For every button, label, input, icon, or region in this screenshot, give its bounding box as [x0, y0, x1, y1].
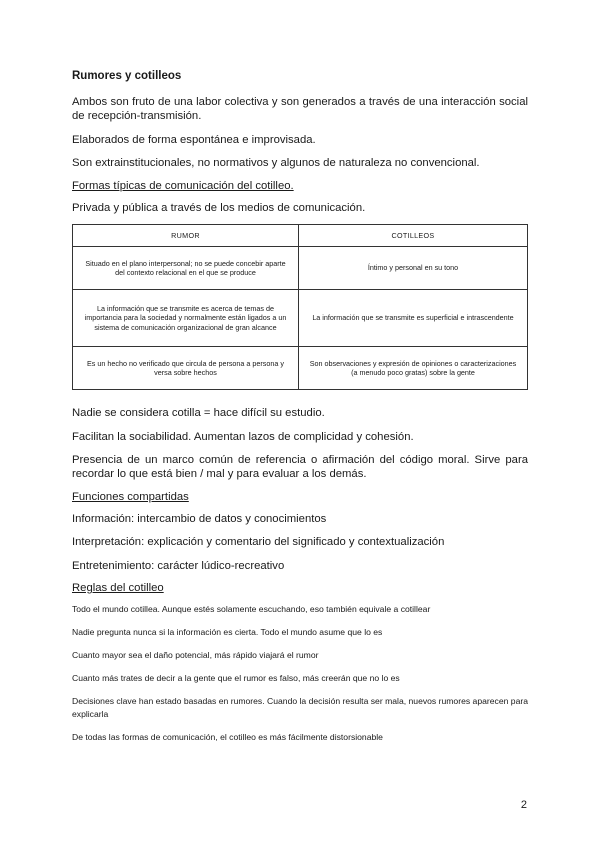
page-number: 2	[520, 799, 527, 811]
function-item: Información: intercambio de datos y conocimientos	[72, 512, 327, 525]
rule-item: Nadie pregunta nunca si la información es cierta. Todo el mundo asume que lo es	[72, 627, 383, 637]
table-cell: Situado en el plano interpersonal; no se puede concebir aparte del contexto relacional en el que se produce	[73, 247, 299, 290]
table-header-row	[73, 225, 528, 247]
function-item: Entretenimiento: carácter lúdico-recreativo	[72, 559, 285, 572]
table-row	[73, 247, 528, 290]
table-row	[73, 290, 528, 347]
note-paragraph: Facilitan la sociabilidad. Aumentan lazos de complicidad y cohesión.	[72, 430, 414, 443]
rule-item: De todas las formas de comunicación, el cotilleo es más fácilmente distorsionable	[72, 732, 383, 742]
table-row	[73, 347, 528, 390]
table-cell: Íntimo y personal en su tono	[299, 247, 528, 290]
comparison-table	[72, 224, 528, 390]
forms-text: Privada y pública a través de los medios de comunicación.	[72, 201, 366, 214]
intro-paragraph: Son extrainstitucionales, no normativos y algunos de naturaleza no convencional.	[72, 157, 480, 169]
table-header-rumor: RUMOR	[73, 225, 299, 247]
forms-heading: Formas típicas de comunicación del cotilleo.	[72, 179, 294, 192]
table-cell: Son observaciones y expresión de opiniones o caracterizaciones (a menudo poco gratas) sobre la gente	[299, 347, 528, 390]
page-content	[72, 70, 528, 754]
rule-item: Cuanto mayor sea el daño potencial, más rápido viajará el rumor	[72, 650, 319, 660]
section-title: Rumores y cotilleos	[72, 70, 182, 82]
intro-paragraph: Elaborados de forma espontánea e improvisada.	[72, 133, 316, 146]
table-cell: La información que se transmite es acerca de temas de importancia para la sociedad y normalmente están ligados a un sistema de comunicación organizacional de gran alcance	[73, 290, 299, 347]
table-header-cotilleos: COTILLEOS	[299, 225, 528, 247]
intro-paragraph: Ambos son fruto de una labor colectiva y son generados a través de una interacción social de recepción-transmisión.	[72, 96, 528, 122]
rules-heading: Reglas del cotilleo	[72, 582, 164, 594]
rule-item: Decisiones clave han estado basadas en rumores. Cuando la decisión resulta ser mala, nuevos rumores aparecen para explicarla	[72, 696, 528, 719]
rule-item: Todo el mundo cotillea. Aunque estés solamente escuchando, eso también equivale a cotillear	[72, 604, 431, 614]
note-paragraph: Presencia de un marco común de referencia o afirmación del código moral. Sirve para recordar lo que está bien / mal y para evaluar a los demás.	[72, 454, 528, 480]
function-item: Interpretación: explicación y comentario del significado y contextualización	[72, 536, 445, 548]
note-paragraph: Nadie se considera cotilla = hace difícil su estudio.	[72, 407, 325, 419]
table-cell: La información que se transmite es superficial e intrascendente	[299, 290, 528, 347]
functions-heading: Funciones compartidas	[72, 490, 189, 503]
rule-item: Cuanto más trates de decir a la gente que el rumor es falso, más creerán que no lo es	[72, 673, 400, 683]
table-cell: Es un hecho no verificado que circula de persona a persona y versa sobre hechos	[73, 347, 299, 390]
